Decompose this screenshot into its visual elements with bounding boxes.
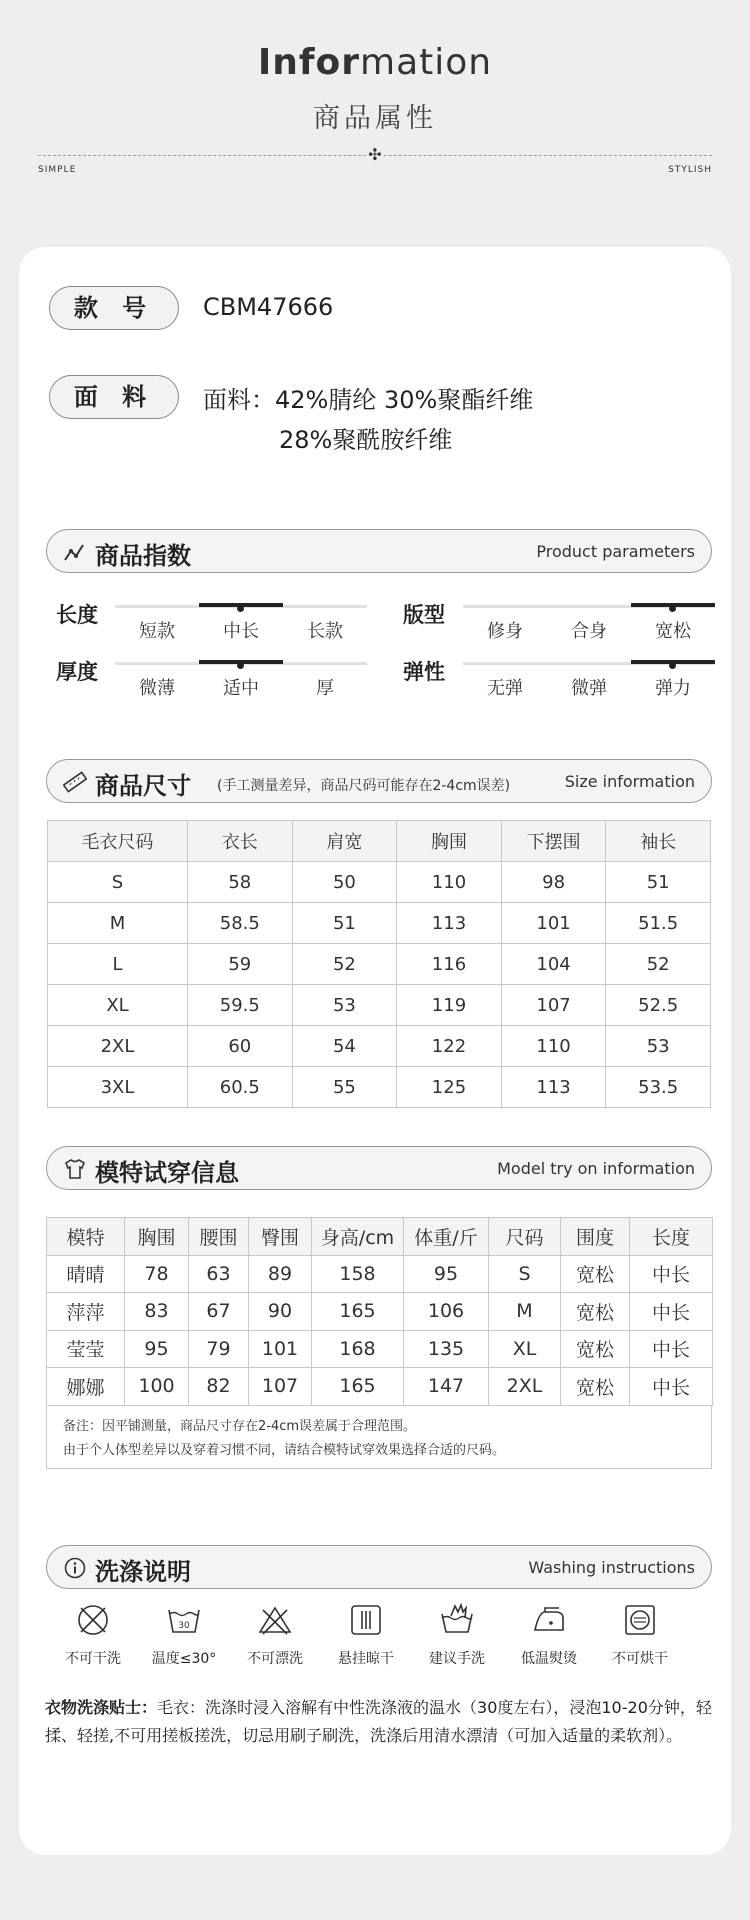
model-remark (46, 1405, 712, 1469)
table-cell: 158 (312, 1255, 404, 1293)
table-cell: 168 (312, 1330, 404, 1368)
scale-option: 合身 (571, 621, 607, 642)
index-scale-fit (463, 603, 715, 643)
table-cell: 95 (125, 1330, 189, 1368)
table-cell: 2XL (48, 1026, 188, 1067)
table-header-cell: 毛衣尺码 (48, 821, 188, 862)
table-cell: 52.5 (606, 985, 711, 1026)
table-cell: 娜娜 (47, 1368, 125, 1406)
table-cell: 55 (292, 1067, 397, 1108)
wash-item-label: 低温熨烫 (521, 1651, 577, 1667)
section-note: (手工测量差异，商品尺码可能存在2-4cm误差) (217, 778, 511, 794)
index-label-fit: 版型 (403, 603, 445, 627)
table-header-cell: 体重/斤 (404, 1218, 489, 1256)
hand-wash-icon (439, 1602, 475, 1638)
table-cell: L (48, 944, 188, 985)
section-en-title: Size information (564, 772, 695, 791)
cross-ornament-icon: ✣ (366, 146, 384, 164)
wash-item-label: 不可漂洗 (247, 1651, 303, 1667)
table-cell: 165 (312, 1293, 404, 1331)
section-en-title: Washing instructions (528, 1558, 695, 1577)
table-cell: S (489, 1255, 561, 1293)
wash-item-label: 不可烘干 (612, 1651, 668, 1667)
section-title: 商品指数 (95, 542, 191, 570)
model-table (46, 1217, 713, 1406)
table-cell: 122 (397, 1026, 502, 1067)
table-row (48, 1026, 711, 1067)
table-cell: M (48, 903, 188, 944)
index-scale-thickness (115, 660, 367, 700)
no-tumble-dry-icon (622, 1602, 658, 1638)
table-cell: 53 (606, 1026, 711, 1067)
table-cell: 110 (397, 862, 502, 903)
table-cell: 宽松 (561, 1330, 630, 1368)
table-cell: 50 (292, 862, 397, 903)
table-cell: 82 (189, 1368, 249, 1406)
svg-text:30: 30 (178, 1621, 190, 1631)
scale-option-selected: 适中 (223, 678, 259, 699)
table-cell: 113 (397, 903, 502, 944)
table-header-cell: 尺码 (489, 1218, 561, 1256)
table-header-cell: 袖长 (606, 821, 711, 862)
no-dry-clean-icon (75, 1602, 111, 1638)
wash-item (415, 1602, 499, 1668)
scale-option-selected: 弹力 (655, 678, 691, 699)
table-cell: 60.5 (188, 1067, 293, 1108)
table-cell: 83 (125, 1293, 189, 1331)
header-right-tag: STYLISH (668, 165, 712, 175)
wash-item (142, 1602, 226, 1668)
table-cell: S (48, 862, 188, 903)
shirt-icon (63, 1157, 87, 1181)
scale-option: 厚 (316, 678, 334, 699)
table-cell: 78 (125, 1255, 189, 1293)
table-cell: 51 (606, 862, 711, 903)
header-left-tag: SIMPLE (38, 165, 77, 175)
table-cell: 53 (292, 985, 397, 1026)
section-en-title: Product parameters (536, 542, 695, 561)
section-en-title: Model try on information (497, 1159, 695, 1178)
index-scale-length (115, 603, 367, 643)
table-row (47, 1255, 713, 1293)
fabric-line-1: 面料：42%腈纶 30%聚酯纤维 (203, 386, 534, 414)
table-cell: 宽松 (561, 1293, 630, 1331)
table-cell: 宽松 (561, 1255, 630, 1293)
scale-option-selected: 宽松 (655, 621, 691, 642)
section-header-washing (46, 1545, 712, 1589)
table-cell: 135 (404, 1330, 489, 1368)
table-header-cell: 肩宽 (292, 821, 397, 862)
table-header-cell: 臀围 (249, 1218, 312, 1256)
table-header-row (47, 1218, 713, 1256)
remark-line-2: 由于个人体型差异以及穿着习惯不同，请结合模特试穿效果选择合适的尺码。 (63, 1443, 506, 1458)
table-cell: 125 (397, 1067, 502, 1108)
table-cell: 90 (249, 1293, 312, 1331)
table-cell: 中长 (630, 1255, 713, 1293)
table-header-cell: 衣长 (188, 821, 293, 862)
info-icon (63, 1556, 87, 1580)
table-cell: 51.5 (606, 903, 711, 944)
table-header-cell: 模特 (47, 1218, 125, 1256)
table-cell: 89 (249, 1255, 312, 1293)
table-row (47, 1368, 713, 1406)
hang-dry-icon (348, 1602, 384, 1638)
table-cell: 165 (312, 1368, 404, 1406)
ruler-icon (63, 770, 87, 794)
header-subtitle: 商品属性 (313, 103, 437, 134)
scale-option: 修身 (487, 621, 523, 642)
table-header-row (48, 821, 711, 862)
section-title: 洗涤说明 (95, 1558, 191, 1586)
table-cell: 101 (501, 903, 606, 944)
table-cell: XL (48, 985, 188, 1026)
code-label: 款 号 (49, 286, 179, 330)
table-cell: 119 (397, 985, 502, 1026)
scale-option: 微薄 (139, 678, 175, 699)
fabric-line-2: 28%聚酰胺纤维 (279, 426, 453, 454)
section-title: 商品尺寸 (95, 772, 191, 800)
table-cell: 95 (404, 1255, 489, 1293)
section-header-size (46, 759, 712, 803)
table-cell: 107 (249, 1368, 312, 1406)
table-cell: 54 (292, 1026, 397, 1067)
table-cell: 110 (501, 1026, 606, 1067)
table-cell: 67 (189, 1293, 249, 1331)
table-row (48, 944, 711, 985)
section-header-model (46, 1146, 712, 1190)
no-bleach-icon (257, 1602, 293, 1638)
table-cell: 58 (188, 862, 293, 903)
fabric-label: 面 料 (49, 375, 179, 419)
table-cell: 52 (606, 944, 711, 985)
table-cell: 中长 (630, 1330, 713, 1368)
table-row (47, 1293, 713, 1331)
header-title: Information (257, 42, 493, 83)
table-cell: 79 (189, 1330, 249, 1368)
wash-item-label: 悬挂晾干 (338, 1651, 394, 1667)
table-cell: 63 (189, 1255, 249, 1293)
low-iron-icon (531, 1602, 567, 1638)
table-cell: 宽松 (561, 1368, 630, 1406)
wash-item-label: 建议手洗 (429, 1651, 485, 1667)
section-title: 模特试穿信息 (95, 1159, 239, 1187)
wash-item (507, 1602, 591, 1668)
scale-option: 短款 (139, 621, 175, 642)
table-cell: 莹莹 (47, 1330, 125, 1368)
scale-option: 长款 (307, 621, 343, 642)
wash-item-label: 温度≤30° (151, 1651, 217, 1667)
table-row (48, 903, 711, 944)
table-row (48, 985, 711, 1026)
section-header-index (46, 529, 712, 573)
wash-30-icon (166, 1602, 202, 1638)
table-header-cell: 长度 (630, 1218, 713, 1256)
table-cell: 147 (404, 1368, 489, 1406)
trend-line-icon (63, 540, 87, 564)
scale-option: 微弹 (571, 678, 607, 699)
index-label-elasticity: 弹性 (403, 660, 445, 684)
table-cell: 58.5 (188, 903, 293, 944)
tips-body: 毛衣：洗涤时浸入溶解有中性洗涤液的温水（30度左右），浸泡10-20分钟，轻揉、轻搓,不可用搓板搓洗，切忌用刷子刷洗，洗涤后用清水漂清（可加入适量的柔软剂）。 (45, 1698, 712, 1745)
index-label-length: 长度 (56, 603, 98, 627)
table-header-cell: 胸围 (397, 821, 502, 862)
table-cell: 60 (188, 1026, 293, 1067)
table-cell: 98 (501, 862, 606, 903)
table-cell: 2XL (489, 1368, 561, 1406)
size-table (47, 820, 711, 1108)
table-cell: 107 (501, 985, 606, 1026)
table-cell: 101 (249, 1330, 312, 1368)
wash-item-label: 不可干洗 (65, 1651, 121, 1667)
table-cell: 106 (404, 1293, 489, 1331)
table-cell: 59 (188, 944, 293, 985)
table-header-cell: 身高/cm (312, 1218, 404, 1256)
table-cell: M (489, 1293, 561, 1331)
index-scale-elasticity (463, 660, 715, 700)
table-cell: 3XL (48, 1067, 188, 1108)
wash-item (324, 1602, 408, 1668)
table-cell: 116 (397, 944, 502, 985)
table-row (47, 1330, 713, 1368)
table-header-cell: 腰围 (189, 1218, 249, 1256)
tips-title: 衣物洗涤贴士： (45, 1698, 158, 1717)
table-cell: 晴晴 (47, 1255, 125, 1293)
table-cell: 53.5 (606, 1067, 711, 1108)
table-row (48, 1067, 711, 1108)
table-row (48, 862, 711, 903)
scale-option-selected: 中长 (223, 621, 259, 642)
table-cell: XL (489, 1330, 561, 1368)
table-cell: 104 (501, 944, 606, 985)
table-header-cell: 下摆围 (501, 821, 606, 862)
remark-line-1: 备注：因平铺测量，商品尺寸存在2-4cm误差属于合理范围。 (63, 1419, 417, 1434)
table-cell: 51 (292, 903, 397, 944)
table-cell: 59.5 (188, 985, 293, 1026)
wash-item (233, 1602, 317, 1668)
table-cell: 52 (292, 944, 397, 985)
table-header-cell: 围度 (561, 1218, 630, 1256)
table-cell: 中长 (630, 1368, 713, 1406)
scale-option: 无弹 (487, 678, 523, 699)
wash-item (51, 1602, 135, 1668)
index-label-thickness: 厚度 (56, 660, 98, 684)
code-value: CBM47666 (203, 293, 334, 321)
table-cell: 中长 (630, 1293, 713, 1331)
table-cell: 100 (125, 1368, 189, 1406)
wash-item (598, 1602, 682, 1668)
table-cell: 萍萍 (47, 1293, 125, 1331)
table-cell: 113 (501, 1067, 606, 1108)
page-header (0, 0, 750, 240)
washing-tips (45, 1694, 717, 1750)
table-header-cell: 胸围 (125, 1218, 189, 1256)
